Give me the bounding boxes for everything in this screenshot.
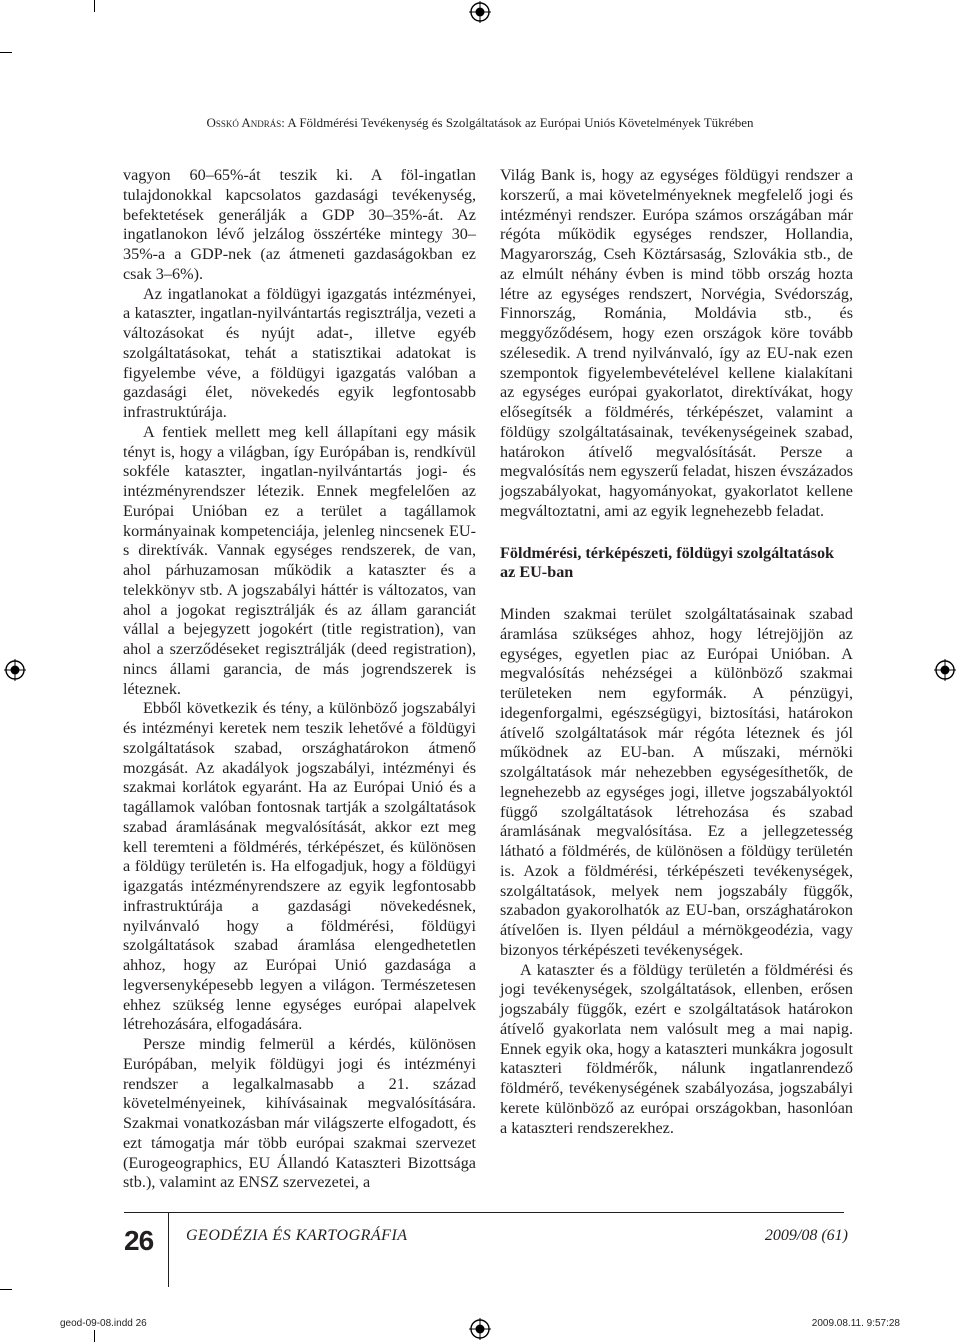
running-head [124,115,836,131]
registration-mark-top-icon [469,1,491,23]
paragraph: Persze mindig felmerül a kérdés, különösen Európában, melyik földügyi jogi és intézményi rendszer a legalkalmasabb a 21. század követelményeinek, kihívásainak megvalósítására. Szakmai vonatkozásban már világszerte elfogadott, és ezt támogatja már több európai szakmai szervezet (Eurogeographics, EU Állandó Kataszteri Bizottsága stb.), valamint az ENSZ szervezetei, a [123,1035,476,1192]
issue-number: 2009/08 (61) [764,1227,848,1244]
right-column [500,166,853,1138]
crop-mark [0,1289,12,1290]
print-slug-date: 2009.08.11. 9:57:28 [811,1318,900,1329]
paragraph: A fentiek mellett meg kell állapítani egy másik tényt is, hogy a világban, így Európában is, rendkívül sokféle kataszter, ingatlan-nyilvántartás jogi- és intézményrendszer létezik. Ennek megfelelően az Európai Unióban ez a terület a tagállamok kormányainak kompetenciája, jelenleg nincsenek EU-s direktívák. Vannak egységes rendszerek, de van, ahol párhuzamosan működik a kataszter és a telekkönyv stb. A jogszabályi háttér is változatos, van ahol a jogokat regisztrálják és az állam garanciát vállal a bejegyzett jogokért (title registration), van ahol a szerződéseket regisztrálják (deed registration), nincs állami garancia, de más jogrendszerek is léteznek. [123,422,476,698]
paragraph: Ebből következik és tény, a különböző jogszabályi és intézményi keretek nem teszik lehetővé a földügyi szolgáltatások szabad, országhatárokon átmenő mozgását. Az akadályok jogszabályi, intézményi és szakmai korlátok egyaránt. Ha az Európai Unió és a tagállamok valóban fontosnak tartják a szolgáltatások szabad áramlásának megvalósítását, akkor ezt meg kell teremteni a földmérés, térképészet, és különösen a földügy területén is. Ha elfogadjuk, hogy a földügyi igazgatás intézményrendszere az egyik legfontosabb infrastruktúrája a gazdasági növekedésnek, nyilvánvaló hogy a földmérési, földügyi szolgáltatások szabad áramlása elengedhetetlen ahhoz, hogy az Európai Unió gazdasága a legversenyképesebb legyen a világon. Természetesen ehhez szükség lenne egységes európai alapelvek létrehozására, elfogadására. [123,699,476,1034]
registration-mark-bottom-icon [469,1318,491,1340]
crop-mark [94,1330,95,1342]
section-heading: Földmérési, térképészeti, földügyi szolgáltatások az EU-ban [500,543,835,582]
running-head-title: : A Földmérési Tevékenység és Szolgáltatások az Európai Uniós Követelmények Tükrében [281,115,754,130]
crop-mark [94,0,95,12]
paragraph: A kataszter és a földügy területén a földmérési és jogi tevékenységek, szolgáltatások, ellenben, erősen jogszabály függők, ezért e szolgáltatások határokon átívelő gyakorlata nem valósult meg a mai napig. Ennek egyik oka, hogy a kataszteri munkákra jogosult kataszteri földmérők, nálunk ingatlanrendező földmérő, tevékenységének szabályozása, jogszabályi kerete különböző az európai országokban, hasonlóan a kataszteri rendszerekhez. [500,960,853,1137]
footer-rule [124,1212,844,1213]
paragraph: Világ Bank is, hogy az egységes földügyi rendszer a korszerű, a mai követelményeknek megfelelő jogi és intézményi rendszer. Európa számos országában már régóta működik egységes rendszer, Hollandia, Magyarország, Cseh Köztársaság, Szlovákia stb., de az elmúlt néhány évben is mind több ország hozta létre az egységes rendszert, Norvégia, Svédország, Finnország, Románia, Moldávia stb., és meggyőződésem, hogy ezen országok köre tovább szélesedik. A trend nyilvánvaló, így az EU-nak ezen szempontok figyelembevételével kellene kialakítani az egységes európai gyakorlatot, direktívákat, hogy elősegítsék a földmérés, térképészet, valamint a földügy szolgáltatásainak, tevékenységeinek szabad, határokon átívelő megvalósítását. Persze a megvalósítás nem egyszerű feladat, hiszen évszázados jogszabályokat, hagyományokat, gyakorlatot kellene megváltoztatni, ami az egyik legnehezebb feladat. [500,166,853,520]
registration-mark-left-icon [4,659,26,681]
page-number: 26 [124,1225,154,1256]
registration-mark-right-icon [934,659,956,681]
paragraph: vagyon 60–65%-át teszik ki. A föl-ingatlan tulajdonokkal kapcsolatos gazdasági tevékenység, befektetések generálják a GDP 30–35%-át. Az ingatlanokon lévő jelzálog összértéke mintegy 30–35%-a a GDP-nek (az átmeneti gazdaságokban ez csak 3–6%). [123,166,476,283]
left-column [123,166,476,1193]
journal-title: GEODÉZIA ÉS KARTOGRÁFIA [186,1227,408,1244]
paragraph: Minden szakmai terület szolgáltatásainak szabad áramlása szükséges ahhoz, hogy létrejöjjön az egységes, egyetlen piac az Európai Unióban. A megvalósítás nehézségei a különböző szakmai területeken nem egyformák. A pénzügyi, idegenforgalmi, egészségügyi, biztosítási, határokon átívelő szolgáltatások már régóta léteznek és jól működnek az EU-ban. A műszaki, mérnöki szolgáltatások már nehezebben egységesíthetők, de legnehezebb az egységes jogi, illetve jogszabályoktól függő szolgáltatások létrehozása és szabad áramlásának megvalósítása. Ez a jellegzetesség látható a földmérés, de különösen a földügy területén is. Azok a földmérési, térképészeti tevékenységek, szolgáltatások, melyek nem jogszabály függők, szabadon gyakorolhatók az EU-ban, országhatárokon átívelően is. Ilyen például a mérnökgeodézia, vagy bizonyos térképészeti tevékenységek. [500,605,853,959]
crop-mark [0,52,12,53]
paragraph: Az ingatlanokat a földügyi igazgatás intézményei, a kataszter, ingatlan-nyilvántartás regisztrálja, vezeti a változásokat és nyújt adat-, illetve egyéb szolgáltatásokat, tehát a statisztikai adatokat is figyelembe véve, a földügyi igazgatás valóban a gazdasági élet, növekedés egyik legfontosabb infrastruktúrája. [123,284,476,421]
running-head-author: Osskó András [206,115,282,130]
print-slug-file: geod-09-08.indd 26 [60,1318,147,1329]
